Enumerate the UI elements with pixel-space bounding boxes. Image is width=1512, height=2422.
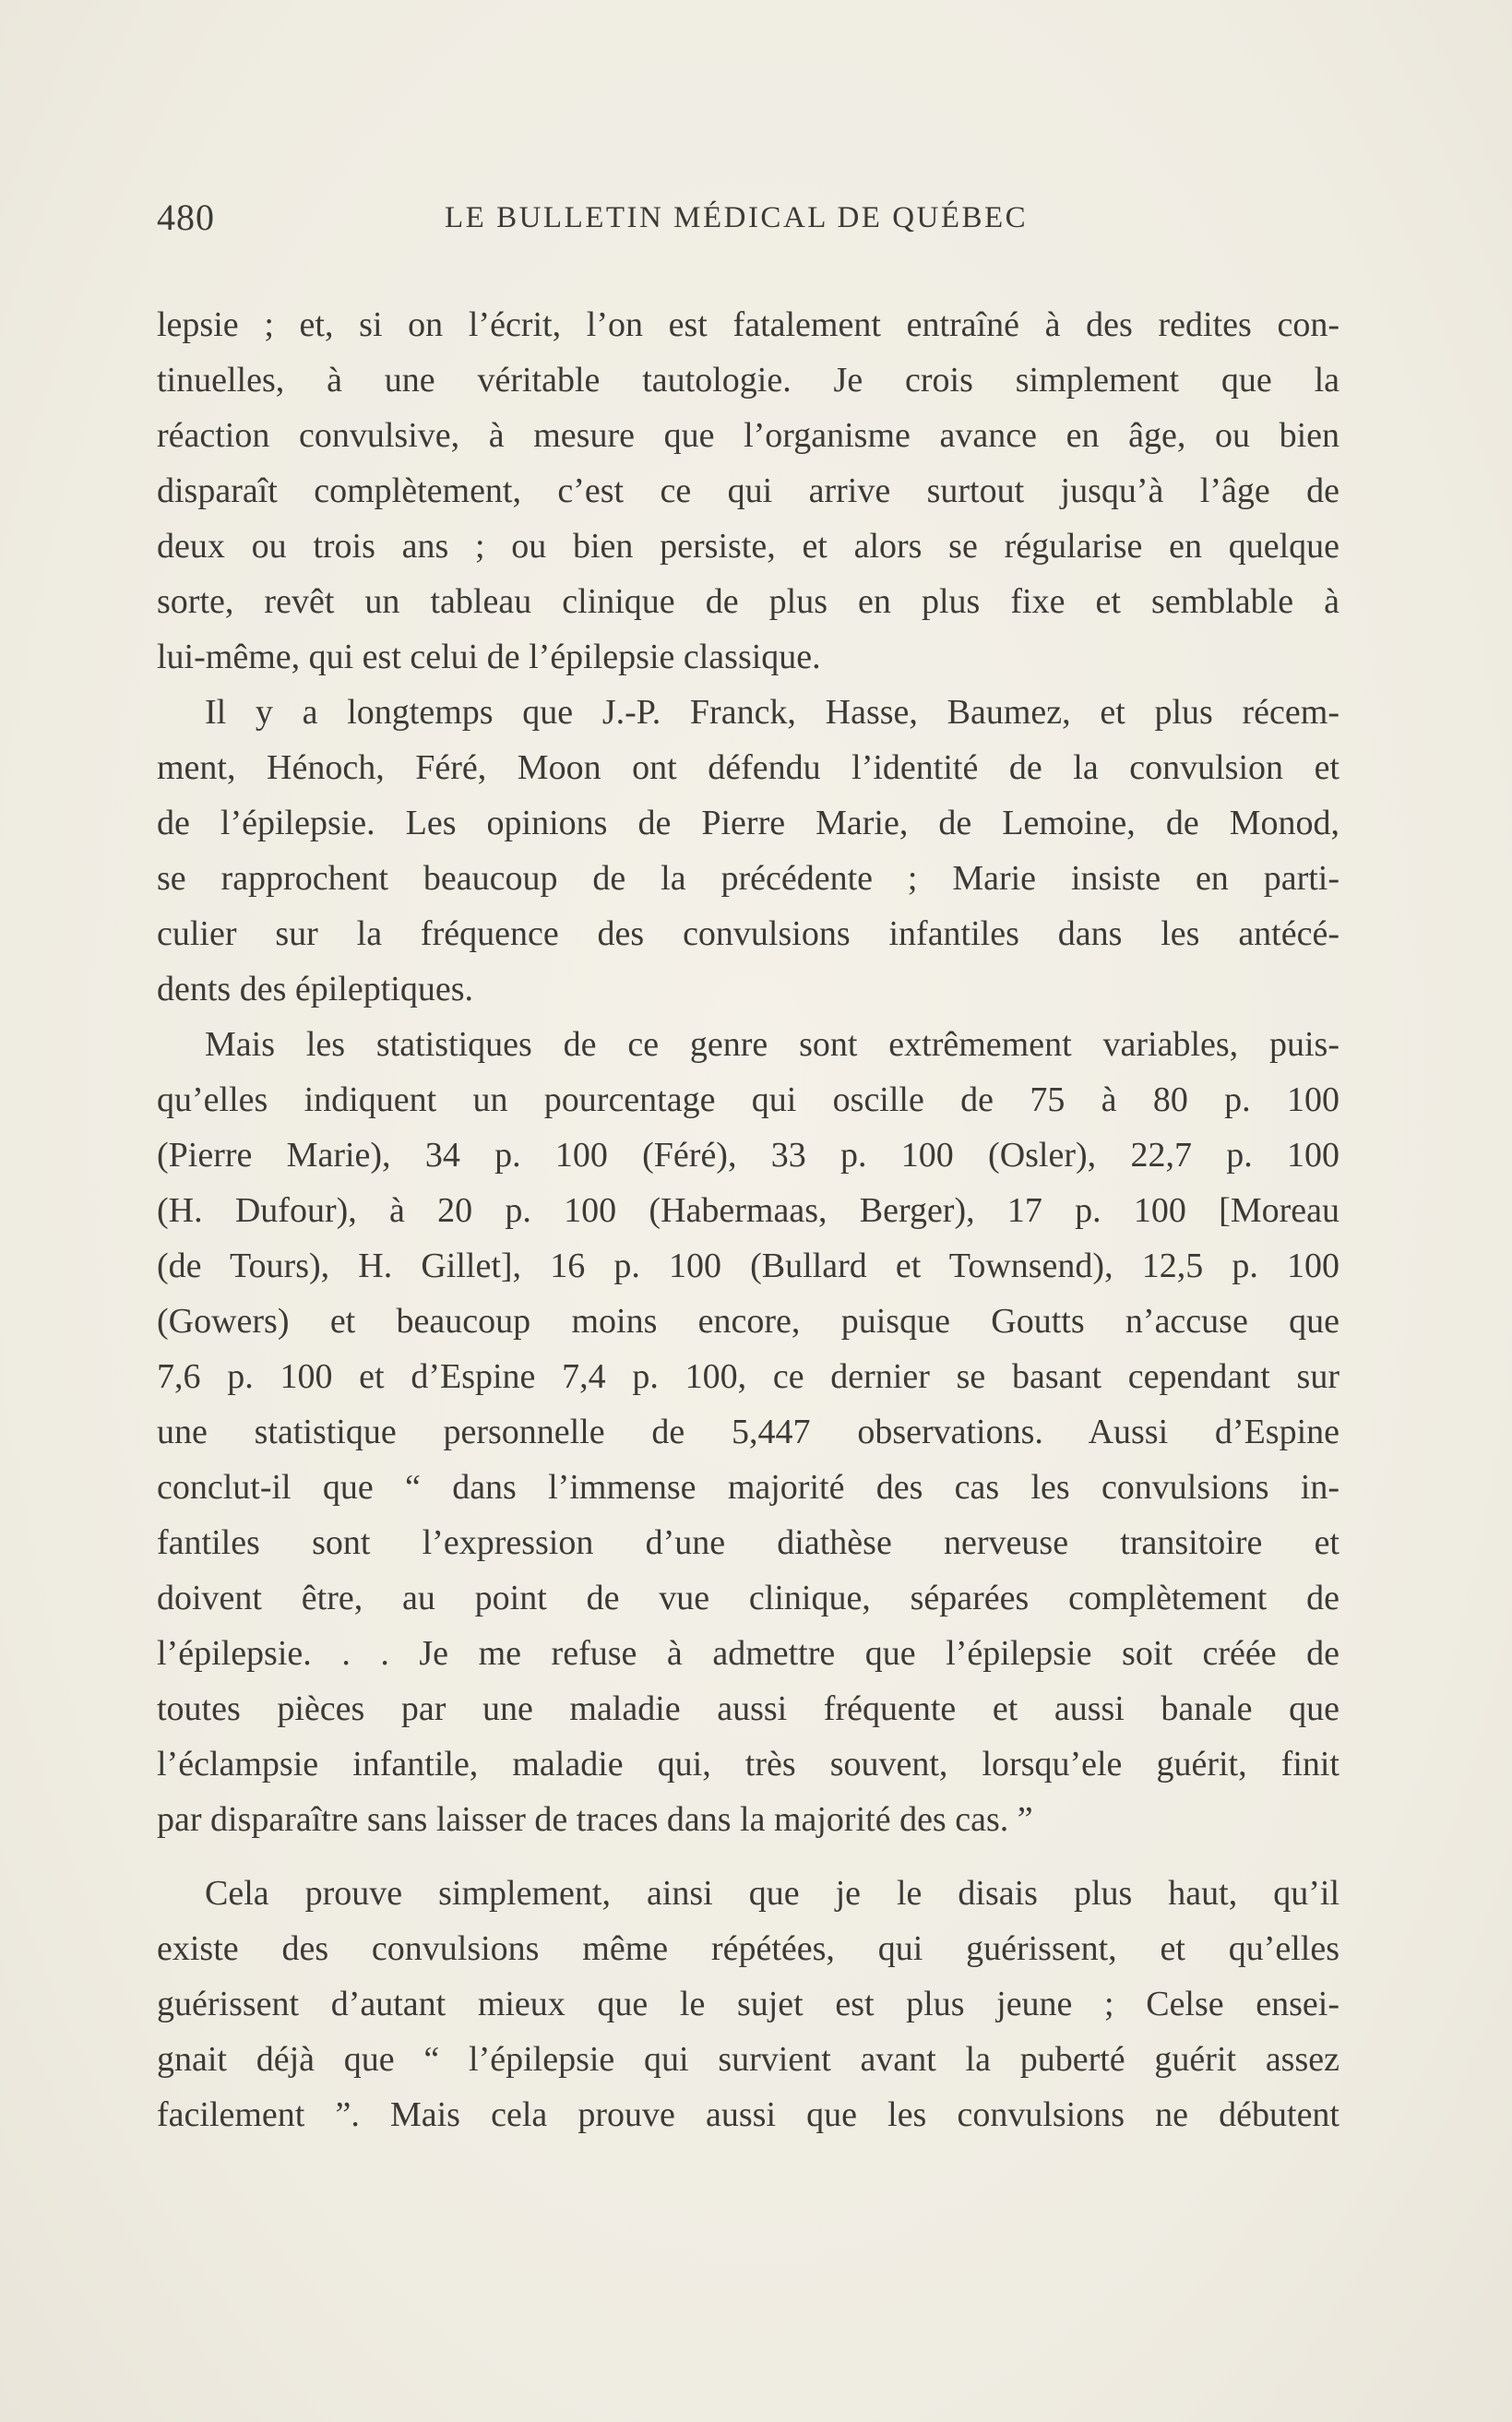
paragraph: [157, 1866, 1339, 2142]
text-line: l’éclampsie infantile, maladie qui, très souvent, lorsqu’ele guérit, finit: [157, 1745, 1339, 1784]
text-line: toutes pièces par une maladie aussi fréquente et aussi banale que: [157, 1689, 1339, 1728]
text-line: lui-même, qui est celui de l’épilepsie classique.: [157, 638, 821, 676]
text-line: réaction convulsive, à mesure que l’organisme avance en âge, ou bien: [157, 416, 1339, 455]
text-line: disparaît complètement, c’est ce qui arrive surtout jusqu’à l’âge de: [157, 471, 1339, 510]
text-line: (de Tours), H. Gillet], 16 p. 100 (Bullard et Townsend), 12,5 p. 100: [157, 1247, 1339, 1285]
text-line: (H. Dufour), à 20 p. 100 (Habermaas, Berger), 17 p. 100 [Moreau: [157, 1191, 1339, 1230]
text-line: tinuelles, à une véritable tautologie. Je crois simplement que la: [157, 361, 1339, 400]
text-line: deux ou trois ans ; ou bien persiste, et alors se régularise en quelque: [157, 527, 1339, 566]
text-line: (Pierre Marie), 34 p. 100 (Féré), 33 p. 100 (Osler), 22,7 p. 100: [157, 1136, 1339, 1175]
text-line: de l’épilepsie. Les opinions de Pierre Marie, de Lemoine, de Monod,: [157, 804, 1339, 842]
paragraph: [157, 685, 1339, 1017]
text-line: Mais les statistiques de ce genre sont extrêmement variables, puis-: [205, 1025, 1339, 1064]
text-line: par disparaître sans laisser de traces dans la majorité des cas. ”: [157, 1800, 1033, 1839]
text-line: conclut-il que “ dans l’immense majorité des cas les convulsions in-: [157, 1468, 1339, 1507]
text-line: lepsie ; et, si on l’écrit, l’on est fatalement entraîné à des redites con-: [157, 305, 1339, 344]
text-line: se rapprochent beaucoup de la précédente ; Marie insiste en parti-: [157, 859, 1339, 898]
page-number: 480: [157, 197, 215, 238]
paragraph: [157, 297, 1339, 685]
text-line: doivent être, au point de vue clinique, séparées complètement de: [157, 1579, 1339, 1617]
body-text: [157, 297, 1339, 2142]
text-line: l’épilepsie. . . Je me refuse à admettre que l’épilepsie soit créée de: [157, 1634, 1339, 1673]
text-line: Cela prouve simplement, ainsi que je le disais plus haut, qu’il: [205, 1874, 1339, 1913]
text-line: culier sur la fréquence des convulsions infantiles dans les antécé-: [157, 914, 1339, 953]
text-line: qu’elles indiquent un pourcentage qui oscille de 75 à 80 p. 100: [157, 1080, 1339, 1119]
text-line: une statistique personnelle de 5,447 observations. Aussi d’Espine: [157, 1413, 1339, 1451]
text-line: gnait déjà que “ l’épilepsie qui survient avant la puberté guérit assez: [157, 2040, 1339, 2079]
paragraph: [157, 1017, 1339, 1847]
text-line: 7,6 p. 100 et d’Espine 7,4 p. 100, ce dernier se basant cependant sur: [157, 1357, 1339, 1396]
text-line: ment, Hénoch, Féré, Moon ont défendu l’identité de la convulsion et: [157, 748, 1339, 787]
text-line: Il y a longtemps que J.-P. Franck, Hasse, Baumez, et plus récem-: [205, 693, 1339, 732]
text-line: fantiles sont l’expression d’une diathèse nerveuse transitoire et: [157, 1523, 1339, 1562]
text-line: facilement ”. Mais cela prouve aussi que les convulsions ne débutent: [157, 2095, 1339, 2134]
text-line: guérissent d’autant mieux que le sujet est plus jeune ; Celse ensei-: [157, 1985, 1339, 2023]
text-line: dents des épileptiques.: [157, 970, 473, 1008]
page-header: [157, 196, 1347, 251]
running-title: LE BULLETIN MÉDICAL DE QUÉBEC: [445, 201, 1029, 234]
text-line: existe des convulsions même répétées, qui guérissent, et qu’elles: [157, 1929, 1339, 1968]
text-line: sorte, revêt un tableau clinique de plus en plus fixe et semblable à: [157, 582, 1339, 621]
text-line: (Gowers) et beaucoup moins encore, puisque Goutts n’accuse que: [157, 1302, 1339, 1341]
